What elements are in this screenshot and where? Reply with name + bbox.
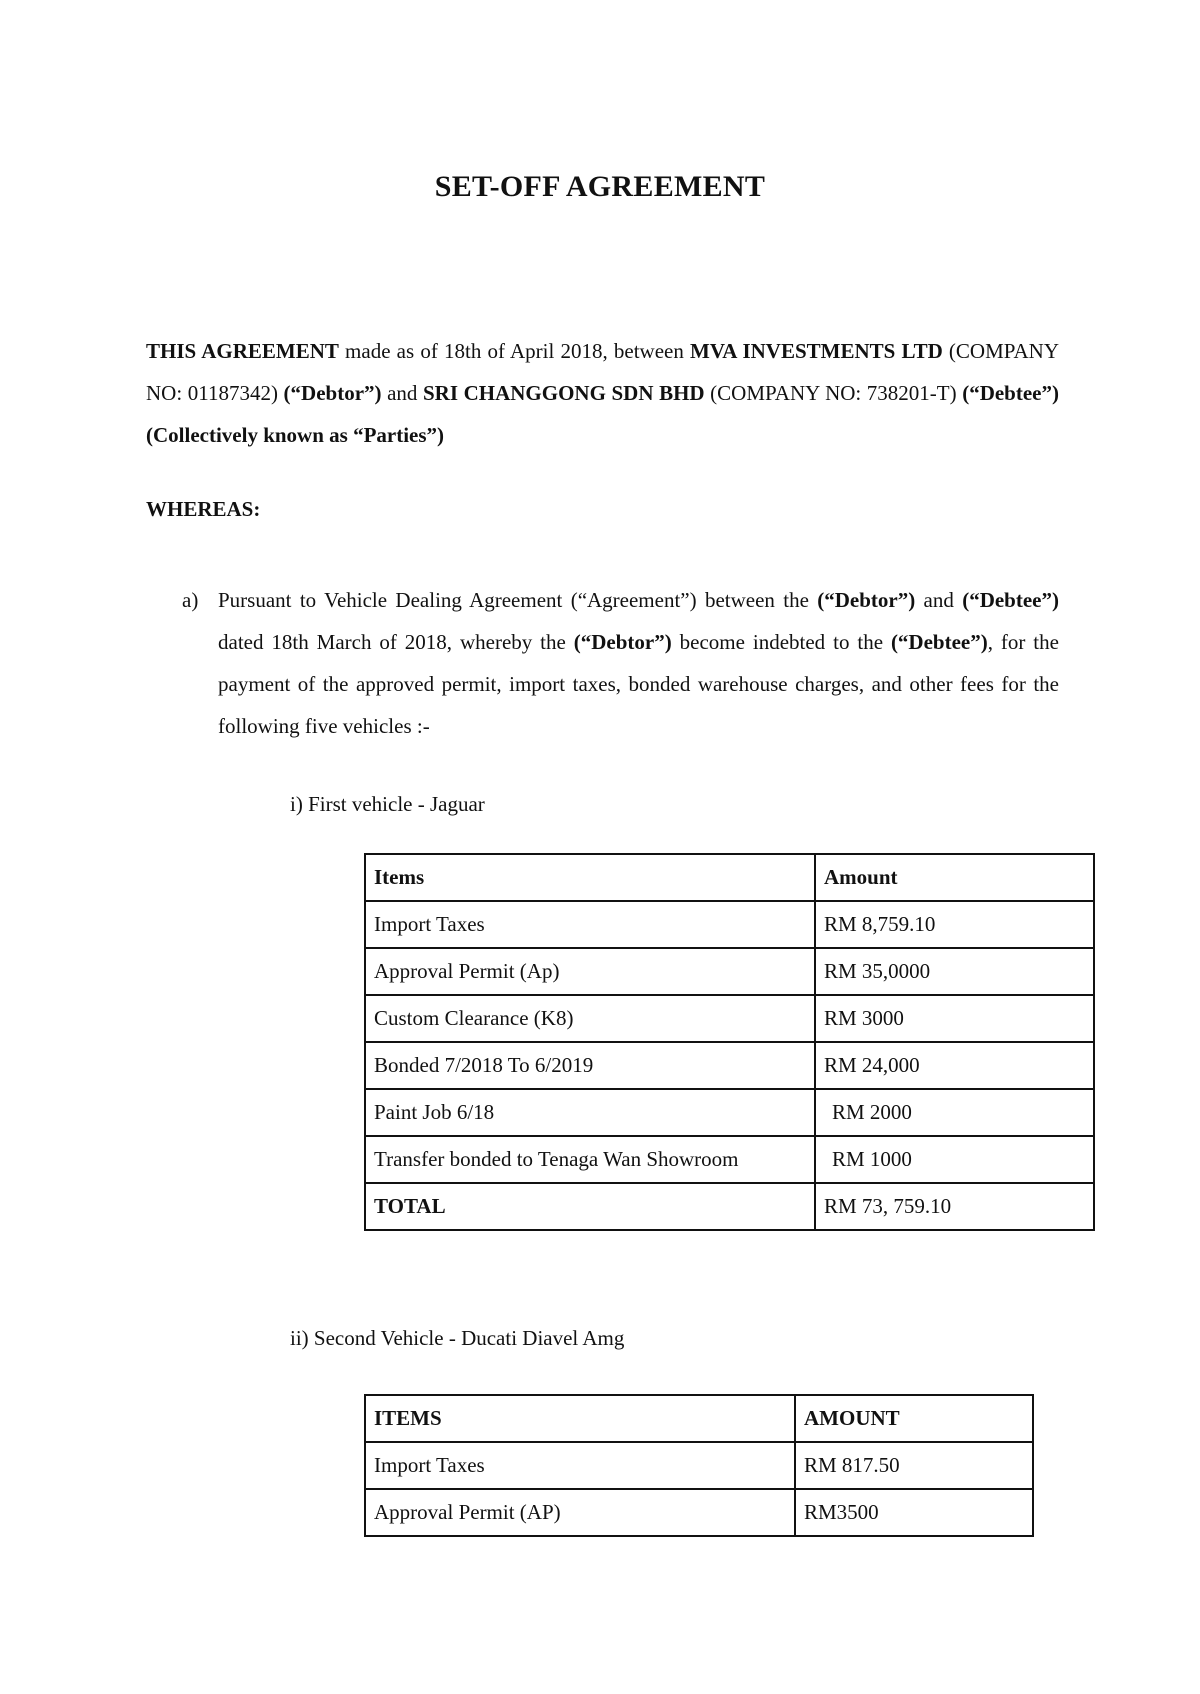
- vehicle-2-fees-table: [364, 1394, 1034, 1537]
- vehicle-1-heading: i) First vehicle - Jaguar: [290, 792, 485, 816]
- table-row: [365, 1089, 1094, 1136]
- table-row: [365, 1442, 1033, 1489]
- clause-a-text-5: , for the payment of the approved permit, import taxes, bonded warehouse charges, and other fees for the following five vehicles :-: [218, 630, 1059, 738]
- total-label: TOTAL: [365, 1183, 815, 1230]
- amount-cell: RM 24,000: [815, 1042, 1094, 1089]
- table-total-row: [365, 1183, 1094, 1230]
- clause-a-debtee-1: (“Debtee”): [962, 588, 1059, 612]
- item-cell: Bonded 7/2018 To 6/2019: [365, 1042, 815, 1089]
- items-column-header: Items: [365, 854, 815, 901]
- table-row: [365, 1042, 1094, 1089]
- document-title: SET-OFF AGREEMENT: [434, 170, 766, 203]
- clause-a-text-1: Pursuant to Vehicle Dealing Agreement (“Agreement”) between the: [218, 588, 818, 612]
- amount-cell: RM 3000: [815, 995, 1094, 1042]
- table-row: [365, 901, 1094, 948]
- item-cell: Import Taxes: [365, 1442, 795, 1489]
- table-row: [365, 995, 1094, 1042]
- amount-column-header: AMOUNT: [795, 1395, 1033, 1442]
- debtee-company-number: (COMPANY NO: 738201-T): [704, 381, 963, 405]
- amount-cell: RM 1000: [815, 1136, 1094, 1183]
- intro-and: and: [381, 381, 423, 405]
- amount-cell: RM3500: [795, 1489, 1033, 1536]
- amount-column-header: Amount: [815, 854, 1094, 901]
- vehicle-1-fees-table: [364, 853, 1095, 1231]
- clause-a-text-4: become indebted to the: [671, 630, 891, 654]
- clause-a: [146, 579, 1059, 747]
- item-cell: Transfer bonded to Tenaga Wan Showroom: [365, 1136, 815, 1183]
- whereas-heading: WHEREAS:: [146, 497, 261, 521]
- debtor-company-number: (COMPANY NO: 01187342): [146, 339, 1059, 405]
- clause-a-text: [218, 579, 1059, 747]
- item-cell: Approval Permit (AP): [365, 1489, 795, 1536]
- total-amount: RM 73, 759.10: [815, 1183, 1094, 1230]
- items-column-header: ITEMS: [365, 1395, 795, 1442]
- clause-a-text-3: dated 18th March of 2018, whereby the: [218, 630, 574, 654]
- debtee-parties-label: (“Debtee”) (Collectively known as “Parties”): [146, 381, 1059, 447]
- debtor-company-name: MVA INVESTMENTS LTD: [690, 339, 943, 363]
- item-cell: Custom Clearance (K8): [365, 995, 815, 1042]
- debtor-label: (“Debtor”): [283, 381, 382, 405]
- clause-a-debtee-2: (“Debtee”): [890, 630, 988, 654]
- clause-a-marker: a): [182, 588, 199, 612]
- intro-this-agreement: THIS AGREEMENT: [146, 339, 339, 363]
- clause-a-debtor-2: (“Debtor”): [573, 630, 672, 654]
- amount-cell: RM 2000: [815, 1089, 1094, 1136]
- item-cell: Import Taxes: [365, 901, 815, 948]
- table-header-row: [365, 1395, 1033, 1442]
- table-row: [365, 1489, 1033, 1536]
- clause-a-text-2: and: [915, 588, 963, 612]
- amount-cell: RM 35,0000: [815, 948, 1094, 995]
- agreement-intro-paragraph: [146, 330, 1059, 456]
- item-cell: Paint Job 6/18: [365, 1089, 815, 1136]
- amount-cell: RM 817.50: [795, 1442, 1033, 1489]
- table-row: [365, 948, 1094, 995]
- clause-a-debtor-1: (“Debtor”): [817, 588, 916, 612]
- table-header-row: [365, 854, 1094, 901]
- debtee-company-name: SRI CHANGGONG SDN BHD: [423, 381, 705, 405]
- intro-text: made as of 18th of April 2018, between: [338, 339, 690, 363]
- vehicle-2-heading: ii) Second Vehicle - Ducati Diavel Amg: [290, 1326, 625, 1350]
- amount-cell: RM 8,759.10: [815, 901, 1094, 948]
- table-row: [365, 1136, 1094, 1183]
- item-cell: Approval Permit (Ap): [365, 948, 815, 995]
